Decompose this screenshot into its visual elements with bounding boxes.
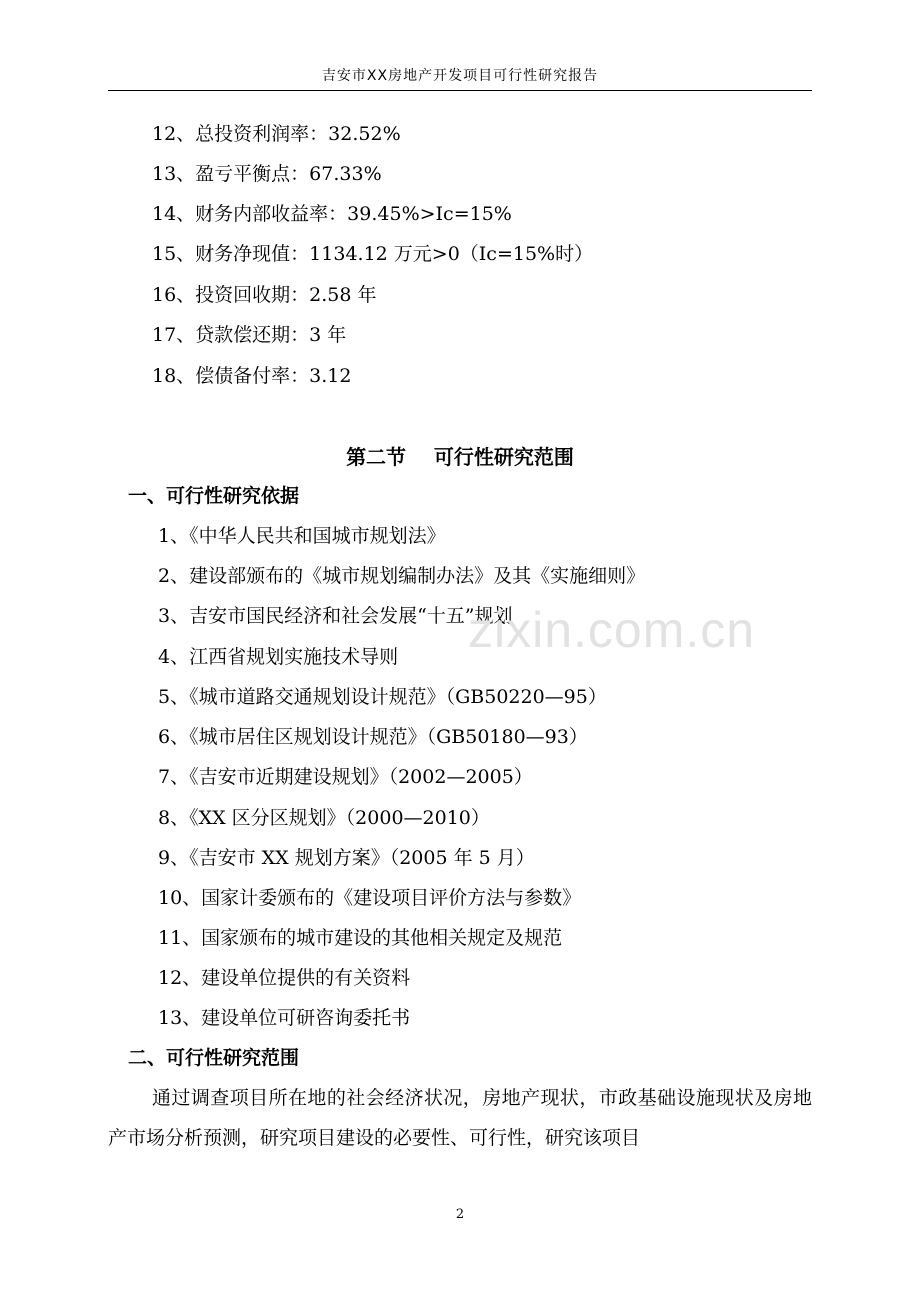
indicator-item: 15、财务净现值：1134.12 万元>0（Ic=15%时） [152,243,594,265]
basis-heading: 一、可行性研究依据 [128,485,300,507]
indicator-item: 14、财务内部收益率：39.45%>Ic=15% [152,203,512,225]
watermark: zixin.com.cn [468,602,756,658]
header-rule [108,90,812,91]
scope-heading: 二、可行性研究范围 [128,1047,300,1069]
reference-item: 3、吉安市国民经济和社会发展“十五”规划 [158,605,513,627]
reference-item: 10、国家计委颁布的《建设项目评价方法与参数》 [158,887,582,909]
running-header: 吉安市XX房地产开发项目可行性研究报告 [321,68,599,84]
indicator-item: 12、总投资利润率：32.52% [152,123,401,145]
indicator-item: 18、偿债备付率：3.12 [152,365,352,387]
indicator-item: 13、盈亏平衡点：67.33% [152,163,382,185]
reference-item: 8、《XX 区分区规划》（2000—2010） [158,807,490,829]
indicator-item: 17、贷款偿还期：3 年 [152,324,347,346]
reference-item: 12、建设单位提供的有关资料 [158,967,411,989]
reference-item: 7、《吉安市近期建设规划》（2002—2005） [158,766,533,788]
section-title: 第二节 可行性研究范围 [346,445,574,469]
reference-item: 1、《中华人民共和国城市规划法》 [158,525,446,547]
reference-item: 5、《城市道路交通规划设计规范》（GB50220—95） [158,686,607,708]
reference-item: 11、国家颁布的城市建设的其他相关规定及规范 [158,927,563,949]
page-number: 2 [455,1207,465,1222]
reference-item: 4、江西省规划实施技术导则 [158,646,399,668]
reference-item: 13、建设单位可研咨询委托书 [158,1007,411,1029]
reference-item: 2、建设部颁布的《城市规划编制办法》及其《实施细则》 [158,565,646,587]
reference-item: 6、《城市居住区规划设计规范》（GB50180—93） [158,726,588,748]
indicator-item: 16、投资回收期：2.58 年 [152,284,377,306]
scope-paragraph: 通过调查项目所在地的社会经济状况，房地产现状，市政基础设施现状及房地产市场分析预测，研究项目建设的必要性、可行性，研究该项目 [108,1087,812,1149]
reference-item: 9、《吉安市 XX 规划方案》（2005 年 5 月） [158,847,535,869]
